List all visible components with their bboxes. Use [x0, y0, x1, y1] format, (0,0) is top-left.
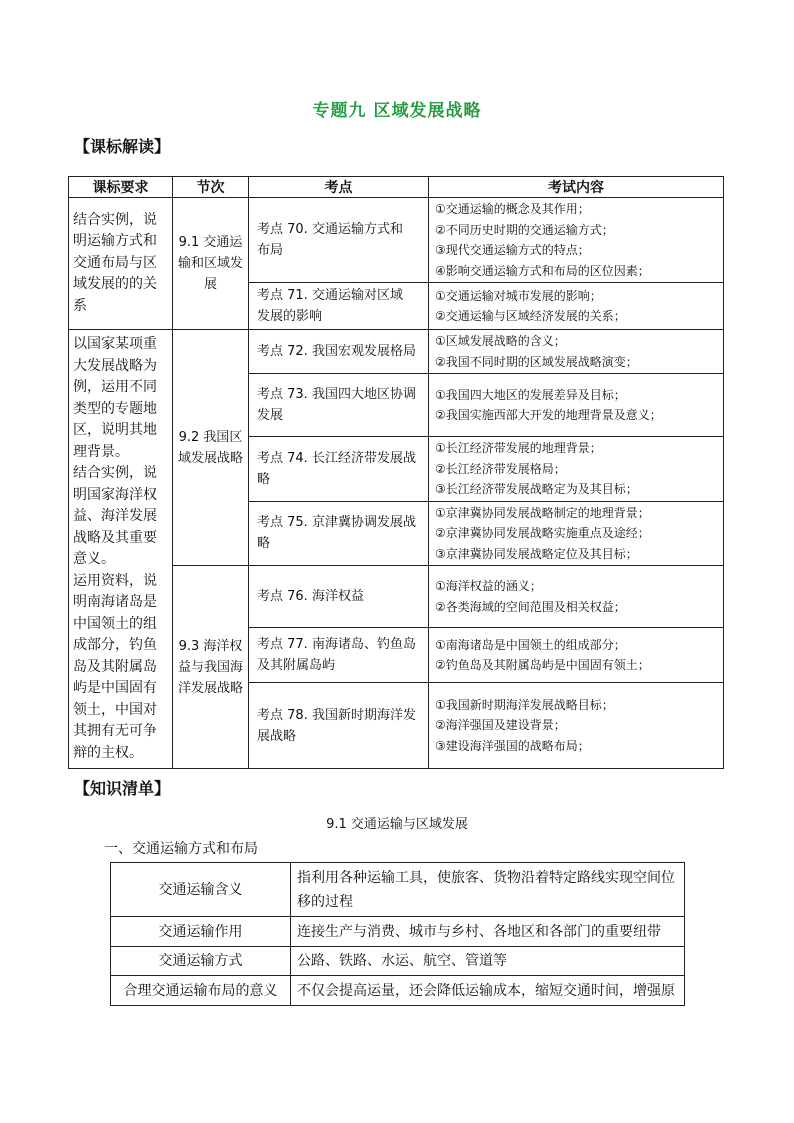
point-cell: 考点 74. 长江经济带发展战 略	[249, 437, 429, 502]
point-cell: 考点 78. 我国新时期海洋发 展战略	[249, 683, 429, 769]
table-row	[111, 947, 685, 976]
section-heading-knowledge: 【知识清单】	[74, 779, 171, 798]
row-label: 交通运输作用	[111, 917, 291, 947]
point-cell: 考点 70. 交通运输方式和 布局	[249, 198, 429, 283]
header-requirement: 课标要求	[69, 177, 173, 198]
content-cell: ①区域发展战略的含义； ②我国不同时期的区域发展战略演变；	[429, 330, 724, 374]
header-point: 考点	[249, 177, 429, 198]
section-cell: 9.1 交通运输和区域发展	[173, 198, 249, 330]
row-label: 交通运输含义	[111, 863, 291, 917]
point-cell: 考点 75. 京津冀协调发展战 略	[249, 501, 429, 566]
subsection-title: 9.1 交通运输与区域发展	[326, 817, 468, 832]
row-value: 不仅会提高运量，还会降低运输成本，缩短交通时间，增强原	[291, 976, 685, 1006]
table-row	[69, 330, 724, 374]
content-cell: ①京津冀协同发展战略制定的地理背景； ②京津冀协同发展战略实施重点及途经； ③京津冀协同发展战略定位及其目标；	[429, 501, 724, 566]
content-cell: ①南海诸岛是中国领土的组成部分； ②钓鱼岛及其附属岛屿是中国固有领土；	[429, 628, 724, 683]
curriculum-table	[68, 176, 724, 769]
requirement-cell: 以国家某项重大发展战略为例，运用不同类型的专题地区，说明其地理背景。 结合实例，说明国家海洋权益、海洋发展战略及其重要意义。 运用资料，说明南海诸岛是中国领土的组成部分，钓鱼岛及其附属岛屿是中国固有领土，中国对其拥有无可争辩的主权。	[69, 330, 173, 769]
row-value: 公路、铁路、水运、航空、管道等	[291, 947, 685, 976]
section-heading-curriculum: 【课标解读】	[74, 137, 171, 156]
section-cell: 9.3 海洋权益与我国海洋发展战略	[173, 566, 249, 769]
row-value: 连接生产与消费、城市与乡村、各地区和各部门的重要纽带	[291, 917, 685, 947]
content-cell: ①交通运输的概念及其作用； ②不同历史时期的交通运输方式； ③现代交通运输方式的特点； ④影响交通运输方式和布局的区位因素；	[429, 198, 724, 283]
table-row	[111, 917, 685, 947]
content-cell: ①长江经济带发展的地理背景； ②长江经济带发展格局； ③长江经济带发展战略定为及其目标；	[429, 437, 724, 502]
knowledge-table	[110, 862, 685, 1006]
table-header-row	[69, 177, 724, 198]
content-cell: ①我国新时期海洋发展战略目标； ②海洋强国及建设背景； ③建设海洋强国的战略布局；	[429, 683, 724, 769]
point-cell: 考点 71. 交通运输对区域 发展的影响	[249, 283, 429, 330]
point-cell: 考点 73. 我国四大地区协调 发展	[249, 374, 429, 437]
row-label: 合理交通运输布局的意义	[111, 976, 291, 1006]
page-title: 专题九 区域发展战略	[312, 101, 482, 121]
point-cell: 考点 76. 海洋权益	[249, 566, 429, 628]
requirement-cell: 结合实例，说明运输方式和交通布局与区域发展的的关系	[69, 198, 173, 330]
row-value: 指利用各种运输工具，使旅客、货物沿着特定路线实现空间位移的过程	[291, 863, 685, 917]
table-row	[111, 863, 685, 917]
table-row	[111, 976, 685, 1006]
section-cell: 9.2 我国区域发展战略	[173, 330, 249, 566]
header-content: 考试内容	[429, 177, 724, 198]
heading-transport-modes: 一、交通运输方式和布局	[104, 841, 258, 857]
content-cell: ①我国四大地区的发展差异及目标； ②我国实施西部大开发的地理背景及意义；	[429, 374, 724, 437]
content-cell: ①海洋权益的涵义； ②各类海域的空间范围及相关权益；	[429, 566, 724, 628]
point-cell: 考点 72. 我国宏观发展格局	[249, 330, 429, 374]
content-cell: ①交通运输对城市发展的影响； ②交通运输与区域经济发展的关系；	[429, 283, 724, 330]
point-cell: 考点 77. 南海诸岛、钓鱼岛 及其附属岛屿	[249, 628, 429, 683]
table-row	[69, 198, 724, 283]
header-section: 节次	[173, 177, 249, 198]
row-label: 交通运输方式	[111, 947, 291, 976]
